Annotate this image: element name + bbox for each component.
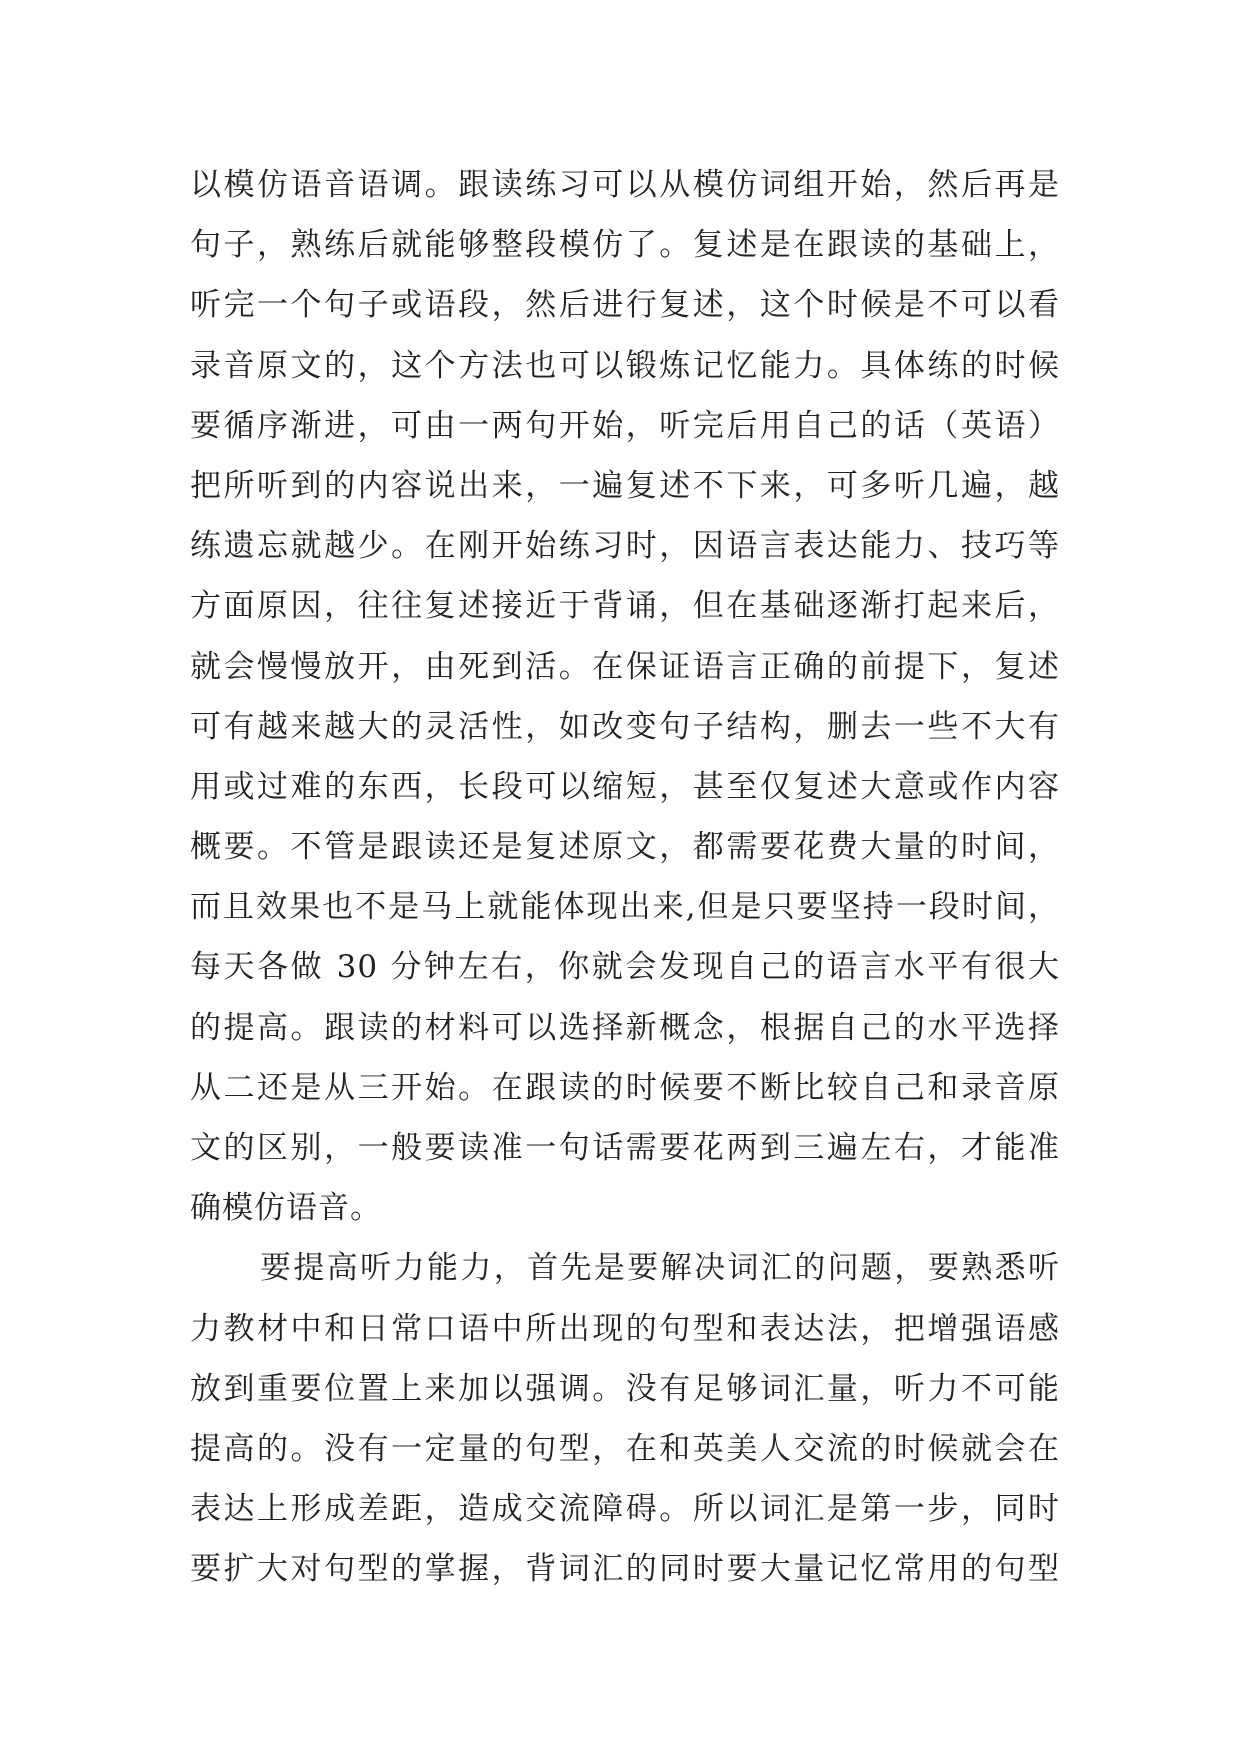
text-line: 文的区别，一般要读准一句话需要花两到三遍左右，才能准 (190, 1130, 1060, 1166)
text-line: 确模仿语音。 (190, 1190, 382, 1227)
text-line: 把所听到的内容说出来，一遍复述不下来，可多听几遍，越 (190, 467, 1060, 504)
text-line: 表达上形成差距，造成交流障碍。所以词汇是第一步，同时 (190, 1491, 1060, 1528)
text-line: 提高的。没有一定量的句型，在和英美人交流的时候就会在 (190, 1430, 1060, 1467)
paragraph (190, 1238, 1060, 1599)
text-line: 方面原因，往往复述接近于背诵，但在基础逐渐打起来后， (190, 588, 1060, 625)
text-line: 概要。不管是跟读还是复述原文，都需要花费大量的时间， (190, 829, 1060, 866)
body-text (190, 155, 1060, 1600)
text-line: 录音原文的，这个方法也可以锻炼记忆能力。具体练的时候 (190, 347, 1060, 384)
text-line: 就会慢慢放开，由死到活。在保证语言正确的前提下，复述 (190, 648, 1060, 685)
paragraph (190, 155, 1060, 1238)
text-line: 练遗忘就越少。在刚开始练习时，因语言表达能力、技巧等 (190, 528, 1060, 565)
text-line: 的提高。跟读的材料可以选择新概念，根据自己的水平选择 (190, 1009, 1060, 1046)
text-line: 要循序渐进，可由一两句开始，听完后用自己的话（英语） (190, 407, 1060, 444)
text-line: 句子，熟练后就能够整段模仿了。复述是在跟读的基础上， (190, 227, 1060, 264)
text-line: 以模仿语音语调。跟读练习可以从模仿词组开始，然后再是 (190, 167, 1060, 203)
text-line: 而且效果也不是马上就能体现出来,但是只要坚持一段时间， (190, 889, 1060, 926)
text-line: 力教材中和日常口语中所出现的句型和表达法，把增强语感 (190, 1310, 1060, 1347)
text-line: 每天各做 30 分钟左右，你就会发现自己的语言水平有很大 (190, 949, 1060, 986)
text-line: 要扩大对句型的掌握，背词汇的同时要大量记忆常用的句型 (190, 1551, 1060, 1588)
text-line: 要提高听力能力，首先是要解决词汇的问题，要熟悉听 (260, 1250, 1060, 1287)
text-line: 听完一个句子或语段，然后进行复述，这个时候是不可以看 (190, 287, 1060, 324)
text-line: 从二还是从三开始。在跟读的时候要不断比较自己和录音原 (190, 1069, 1060, 1106)
text-line: 用或过难的东西，长段可以缩短，甚至仅复述大意或作内容 (190, 768, 1060, 805)
text-line: 放到重要位置上来加以强调。没有足够词汇量，听力不可能 (190, 1370, 1060, 1407)
text-line: 可有越来越大的灵活性，如改变句子结构，删去一些不大有 (190, 708, 1060, 745)
